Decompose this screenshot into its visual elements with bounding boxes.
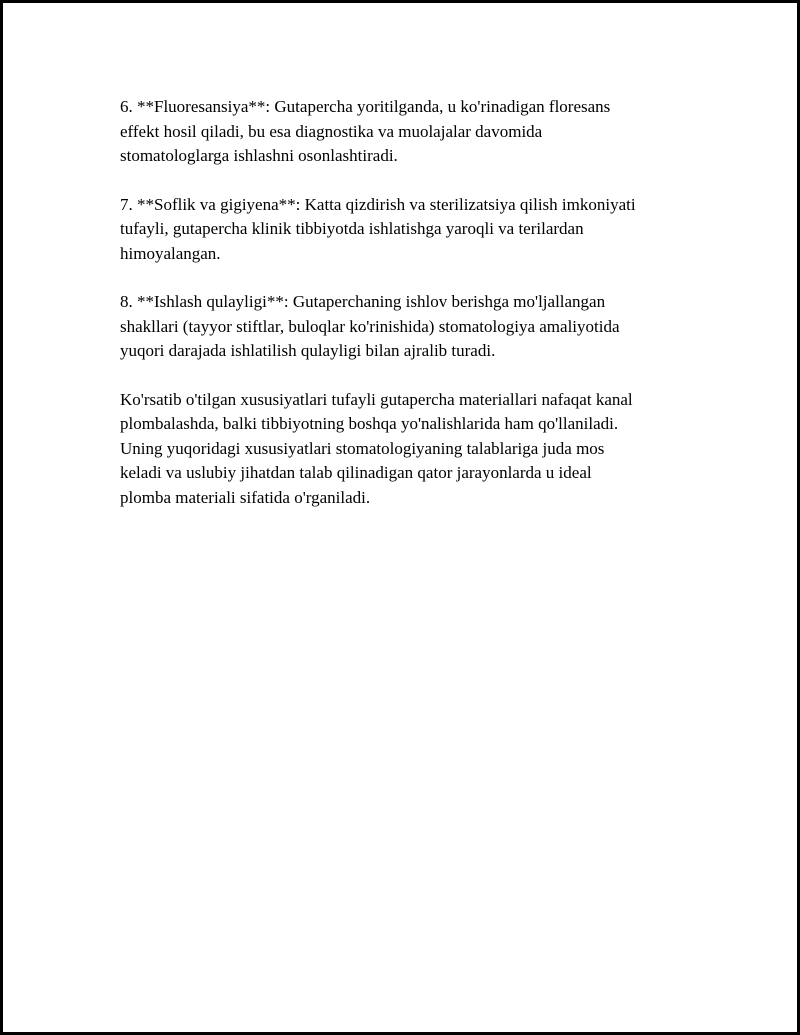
paragraph-line: stomatologlarga ishlashni osonlashtiradi.	[120, 146, 398, 165]
paragraph-line: keladi va uslubiy jihatdan talab qilinadigan qator jarayonlarda u ideal	[120, 463, 592, 482]
paragraph-line: 8. **Ishlash qulayligi**: Gutaperchaning ishlov berishga mo'ljallangan	[120, 292, 606, 311]
paragraph-line: 6. **Fluoresansiya**: Gutapercha yoritilganda, u ko'rinadigan floresans	[120, 97, 611, 116]
paragraph-soflik-va-gigiyena	[120, 193, 710, 267]
paragraph-line: 7. **Soflik va gigiyena**: Katta qizdirish va sterilizatsiya qilish imkoniyati	[120, 194, 636, 214]
paragraph-line: effekt hosil qiladi, bu esa diagnostika va muolajalar davomida	[120, 121, 543, 141]
paragraph-line: tufayli, gutapercha klinik tibbiyotda ishlatishga yaroqli va terilardan	[120, 219, 584, 238]
paragraph-ishlash-qulayligi	[120, 290, 710, 364]
paragraph-line: plomba materiali sifatida o'rganiladi.	[120, 487, 371, 507]
paragraph-line: Uning yuqoridagi xususiyatlari stomatologiyaning talablariga juda mos	[120, 438, 605, 458]
paragraph-line: Ko'rsatib o'tilgan xususiyatlari tufayli gutapercha materiallari nafaqat kanal	[120, 389, 633, 409]
paragraph-line: yuqori darajada ishlatilish qulayligi bilan ajralib turadi.	[120, 341, 496, 360]
paragraph-line: himoyalangan.	[120, 243, 221, 263]
document-body	[120, 95, 710, 534]
paragraph-conclusion	[120, 388, 710, 511]
paragraph-line: plombalashda, balki tibbiyotning boshqa yo'nalishlarida ham qo'llaniladi.	[120, 414, 619, 433]
paragraph-line: shakllari (tayyor stiftlar, buloqlar ko'rinishida) stomatologiya amaliyotida	[120, 316, 620, 336]
paragraph-fluoresansiya	[120, 95, 710, 169]
